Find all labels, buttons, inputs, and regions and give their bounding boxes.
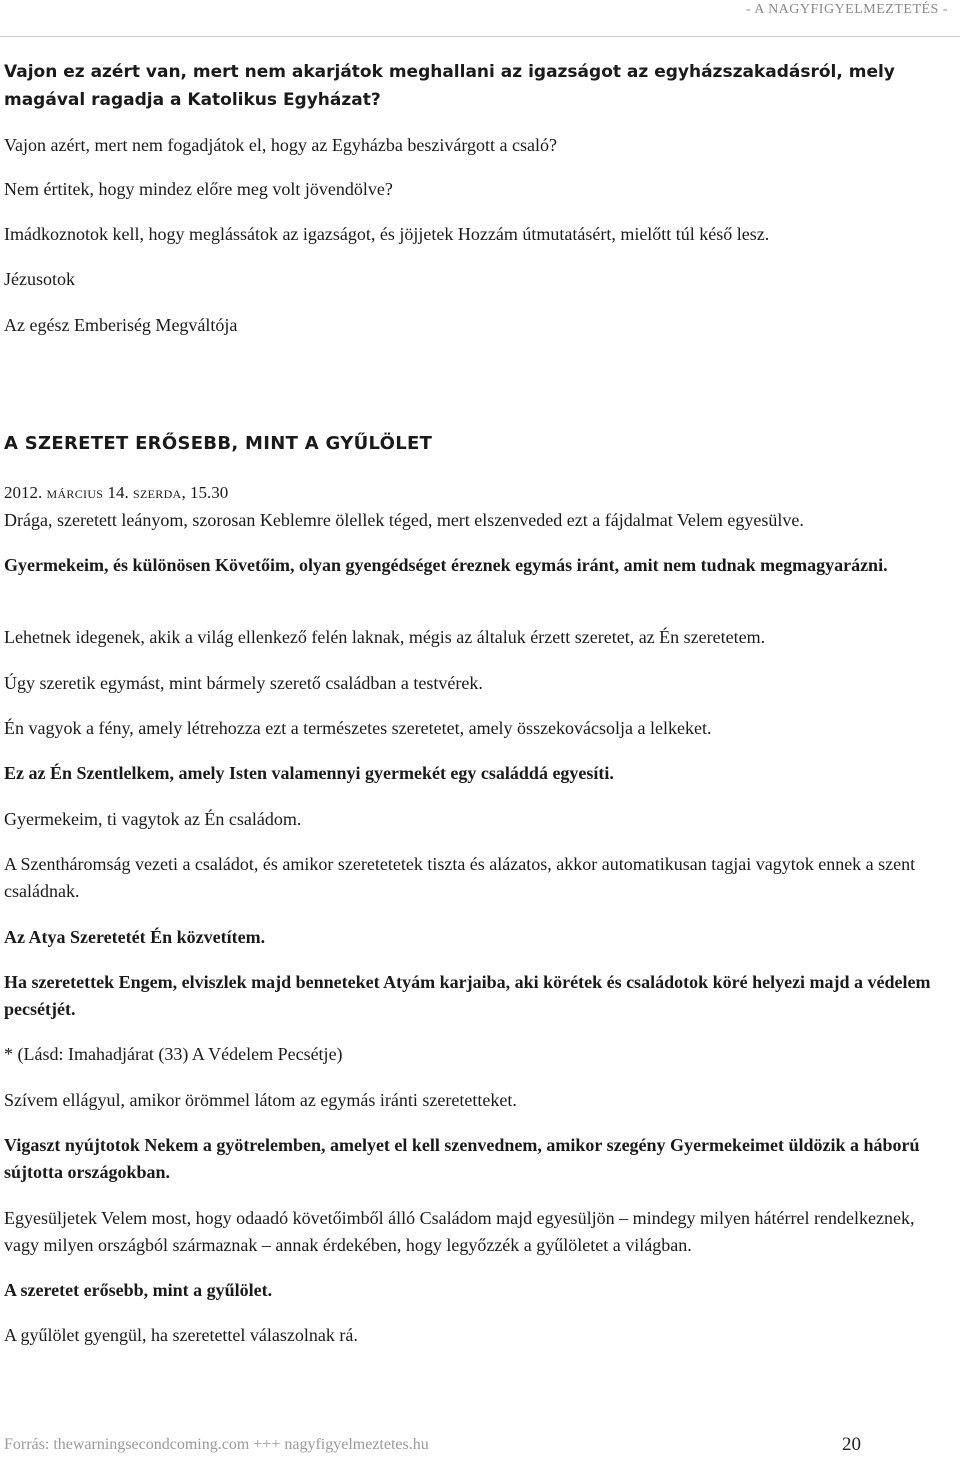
body-paragraph-1: Drága, szeretett leányom, szorosan Keblemre ölellek téged, mert elszenveded ezt a fájdalmat Velem egyesülve.	[4, 510, 804, 530]
signature-title: Az egész Emberiség Megváltója	[4, 315, 238, 335]
date-year: 2012.	[4, 483, 43, 502]
message-title: A SZERETET ERŐSEBB, MINT A GYŰLÖLET	[4, 433, 433, 454]
intro-paragraph-2: Vajon azért, mert nem fogadjátok el, hogy az Egyházba beszivárgott a csaló?	[4, 135, 557, 155]
intro-paragraph-3: Nem értitek, hogy mindez előre meg volt jövendölve?	[4, 179, 393, 199]
body-paragraph-3: Lehetnek idegenek, akik a világ ellenkező felén laknak, mégis az általuk érzett szeretet, az Én szeretetem.	[4, 627, 766, 647]
signature-name: Jézusotok	[4, 269, 75, 289]
footer-source: Forrás: thewarningsecondcoming.com +++ nagyfigyelmeztetes.hu	[4, 1436, 429, 1453]
date-weekday: SZERDA	[133, 487, 182, 501]
body-paragraph-10: Ha szeretettek Engem, elviszlek majd benneteket Atyám karjaiba, aki körétek és családotok köré helyezi majd a védelem pecsétjét.	[4, 972, 931, 1019]
body-paragraph-7: Gyermekeim, ti vagytok az Én családom.	[4, 809, 302, 829]
page-number: 20	[842, 1434, 861, 1455]
date-month: MÁRCIUS	[46, 487, 104, 501]
body-paragraph-13: Egyesüljetek Velem most, hogy odaadó követőimből álló Családom majd egyesüljön – mindegy milyen hátérrel rendelkeznek, vagy milyen országból származnak – annak érdekében, hogy legyőzzék a gyűlöletet a világban.	[4, 1208, 915, 1255]
message-date	[4, 483, 228, 503]
body-paragraph-9: Az Atya Szeretetét Én közvetítem.	[4, 927, 266, 947]
body-paragraph-6: Ez az Én Szentlelkem, amely Isten valamennyi gyermekét egy családdá egyesíti.	[4, 763, 614, 783]
body-paragraph-11: Szívem ellágyul, amikor örömmel látom az egymás iránti szeretetteket.	[4, 1090, 517, 1110]
date-day: 14.	[107, 483, 129, 502]
intro-paragraph-4: Imádkoznotok kell, hogy meglássátok az igazságot, és jöjjetek Hozzám útmutatásért, mielőtt túl késő lesz.	[4, 224, 770, 244]
intro-paragraph-1: Vajon ez azért van, mert nem akarjátok meghallani az igazságot az egyházszakadásról, mely magával ragadja a Katolikus Egyházat?	[4, 62, 895, 110]
footnote-reference: * (Lásd: Imahadjárat (33) A Védelem Pecsétje)	[4, 1044, 343, 1064]
running-header: - A NAGYFIGYELMEZTETÉS -	[745, 2, 948, 17]
body-paragraph-15: A gyűlölet gyengül, ha szeretettel válaszolnak rá.	[4, 1325, 358, 1345]
body-paragraph-5: Én vagyok a fény, amely létrehozza ezt a természetes szeretetet, amely összekovácsolja a lelkeket.	[4, 718, 712, 738]
header-divider	[0, 36, 960, 37]
body-paragraph-8: A Szentháromság vezeti a családot, és amikor szeretetetek tiszta és alázatos, akkor automatikusan tagjai vagytok ennek a szent családnak.	[4, 854, 916, 901]
date-time: , 15.30	[181, 483, 229, 502]
body-paragraph-2: Gyermekeim, és különösen Követőim, olyan gyengédséget éreznek egymás iránt, amit nem tudnak megmagyarázni.	[4, 555, 888, 575]
body-paragraph-14: A szeretet erősebb, mint a gyűlölet.	[4, 1280, 273, 1300]
body-paragraph-12: Vigaszt nyújtotok Nekem a gyötrelemben, amelyet el kell szenvednem, amikor szegény Gyermekeimet üldözik a háború sújtotta országokban.	[4, 1135, 920, 1182]
body-paragraph-4: Úgy szeretik egymást, mint bármely szerető családban a testvérek.	[4, 673, 483, 693]
